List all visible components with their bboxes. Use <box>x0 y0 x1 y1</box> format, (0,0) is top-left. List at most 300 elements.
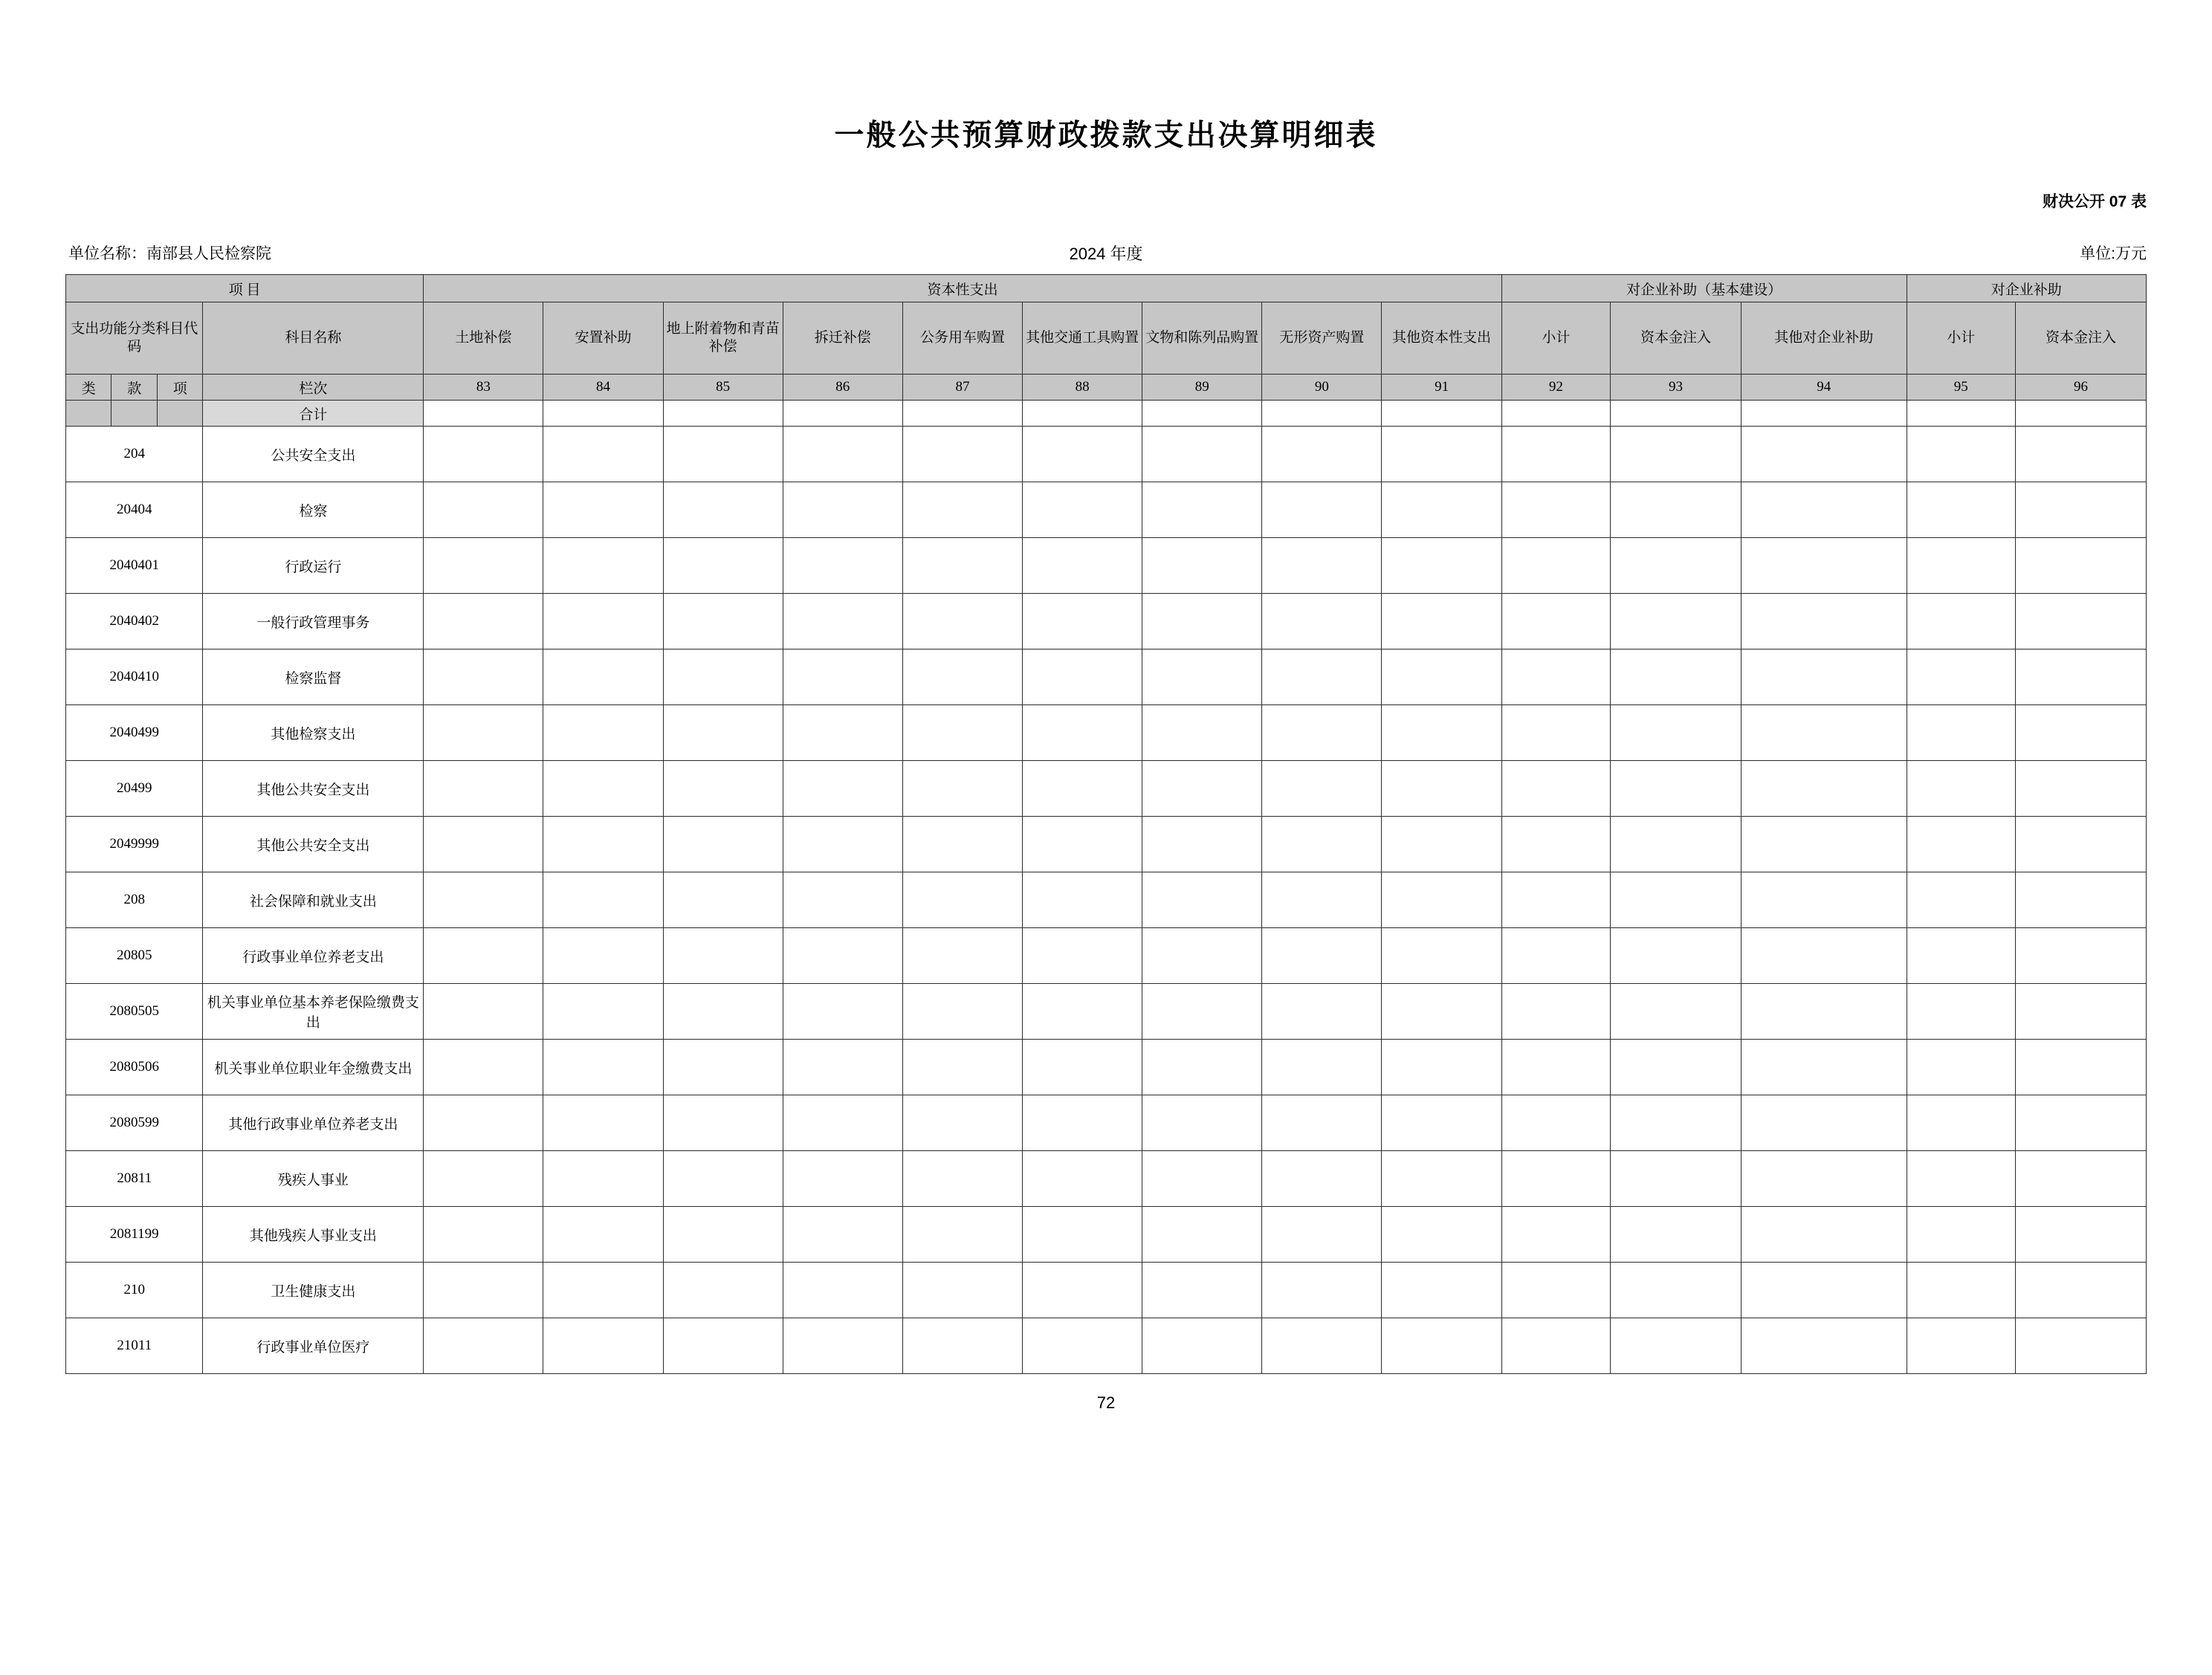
cell-91 <box>1382 872 1501 928</box>
colnum-96: 96 <box>2015 375 2146 401</box>
cell-96 <box>2015 538 2146 594</box>
cell-84 <box>543 984 663 1040</box>
row-name: 其他公共安全支出 <box>203 817 424 872</box>
cell-89 <box>1142 817 1262 872</box>
cell-96 <box>2015 928 2146 984</box>
header-col-91: 其他资本性支出 <box>1382 302 1501 375</box>
cell-88 <box>1023 984 1142 1040</box>
cell-87 <box>902 427 1022 482</box>
colnum-93: 93 <box>1610 375 1741 401</box>
row-code: 2040402 <box>66 594 203 649</box>
cell-94 <box>1741 984 1907 1040</box>
cell-85 <box>663 984 783 1040</box>
colnum-83: 83 <box>424 375 543 401</box>
header-col-90: 无形资产购置 <box>1262 302 1382 375</box>
cell-87 <box>902 538 1022 594</box>
page-title: 一般公共预算财政拨款支出决算明细表 <box>834 118 1378 152</box>
header-col-95: 小计 <box>1907 302 2015 375</box>
cell-93 <box>1610 1207 1741 1263</box>
cell-90 <box>1262 1263 1382 1318</box>
cell-92 <box>1501 817 1610 872</box>
cell-92 <box>1501 594 1610 649</box>
cell-84 <box>543 761 663 817</box>
cell-87 <box>902 1318 1022 1374</box>
header-capital-expense: 资本性支出 <box>424 275 1501 302</box>
row-code: 210 <box>66 1263 203 1318</box>
colnum-88: 88 <box>1023 375 1142 401</box>
table-row <box>66 1040 2147 1095</box>
cell-83 <box>424 872 543 928</box>
cell-92 <box>1501 1263 1610 1318</box>
cell-96 <box>2015 1151 2146 1207</box>
cell-86 <box>783 427 902 482</box>
table-row <box>66 482 2147 538</box>
cell-85 <box>663 594 783 649</box>
form-code: 财决公开 07 表 <box>2042 193 2147 210</box>
table-row <box>66 1318 2147 1374</box>
colnum-91: 91 <box>1382 375 1501 401</box>
cell-93 <box>1610 1095 1741 1151</box>
cell-92 <box>1501 482 1610 538</box>
colnum-89: 89 <box>1142 375 1262 401</box>
header-enterprise-subsidy-basic: 对企业补助（基本建设） <box>1501 275 1907 302</box>
row-name: 行政事业单位医疗 <box>203 1318 424 1374</box>
cell-87 <box>902 1151 1022 1207</box>
cell-96 <box>2015 1095 2146 1151</box>
table-row <box>66 649 2147 705</box>
cell-93 <box>1610 928 1741 984</box>
header-col-88: 其他交通工具购置 <box>1023 302 1142 375</box>
cell-95 <box>1907 872 2015 928</box>
header-col-label: 栏次 <box>203 375 424 401</box>
cell-92 <box>1501 1318 1610 1374</box>
document-page <box>0 111 2212 1675</box>
cell-86 <box>783 1207 902 1263</box>
cell-84 <box>543 928 663 984</box>
cell-83 <box>424 1318 543 1374</box>
cell-85 <box>663 872 783 928</box>
cell-84 <box>543 705 663 761</box>
cell-92 <box>1501 928 1610 984</box>
cell-89 <box>1142 594 1262 649</box>
cell-84 <box>543 482 663 538</box>
cell-87 <box>902 761 1022 817</box>
total-lei-cell <box>66 401 111 427</box>
cell-87 <box>902 872 1022 928</box>
cell-91 <box>1382 761 1501 817</box>
cell-93 <box>1610 649 1741 705</box>
cell-88 <box>1023 705 1142 761</box>
cell-89 <box>1142 1095 1262 1151</box>
cell-92 <box>1501 872 1610 928</box>
cell-87 <box>902 1263 1022 1318</box>
cell-85 <box>663 1318 783 1374</box>
cell-91 <box>1382 427 1501 482</box>
cell-87 <box>902 1095 1022 1151</box>
row-name: 公共安全支出 <box>203 427 424 482</box>
row-code: 20805 <box>66 928 203 984</box>
cell-94 <box>1741 1151 1907 1207</box>
budget-detail-table <box>65 274 2147 1374</box>
unit-of-measure: 单位:万元 <box>2080 245 2147 262</box>
cell-88 <box>1023 427 1142 482</box>
cell-83 <box>424 817 543 872</box>
total-value-94 <box>1741 401 1907 427</box>
cell-86 <box>783 705 902 761</box>
cell-86 <box>783 538 902 594</box>
cell-96 <box>2015 1263 2146 1318</box>
total-value-89 <box>1142 401 1262 427</box>
cell-84 <box>543 1207 663 1263</box>
row-code: 2049999 <box>66 817 203 872</box>
cell-85 <box>663 928 783 984</box>
cell-84 <box>543 427 663 482</box>
meta-row <box>0 242 2212 264</box>
cell-90 <box>1262 1040 1382 1095</box>
cell-95 <box>1907 1207 2015 1263</box>
cell-91 <box>1382 1318 1501 1374</box>
cell-90 <box>1262 594 1382 649</box>
cell-88 <box>1023 872 1142 928</box>
colnum-94: 94 <box>1741 375 1907 401</box>
cell-92 <box>1501 984 1610 1040</box>
cell-91 <box>1382 594 1501 649</box>
cell-83 <box>424 1263 543 1318</box>
cell-86 <box>783 1318 902 1374</box>
cell-84 <box>543 594 663 649</box>
cell-86 <box>783 1040 902 1095</box>
cell-85 <box>663 482 783 538</box>
cell-85 <box>663 427 783 482</box>
header-subject-name: 科目名称 <box>203 302 424 375</box>
cell-83 <box>424 1151 543 1207</box>
cell-96 <box>2015 427 2146 482</box>
header-col-85: 地上附着物和青苗补偿 <box>663 302 783 375</box>
cell-87 <box>902 482 1022 538</box>
cell-91 <box>1382 1207 1501 1263</box>
unit-name: 单位名称：南部县人民检察院 <box>68 245 271 262</box>
table-row <box>66 1263 2147 1318</box>
cell-93 <box>1610 594 1741 649</box>
cell-86 <box>783 649 902 705</box>
cell-94 <box>1741 649 1907 705</box>
row-code: 21011 <box>66 1318 203 1374</box>
row-name: 其他行政事业单位养老支出 <box>203 1095 424 1151</box>
cell-95 <box>1907 482 2015 538</box>
cell-83 <box>424 649 543 705</box>
cell-92 <box>1501 1207 1610 1263</box>
cell-91 <box>1382 538 1501 594</box>
cell-90 <box>1262 1151 1382 1207</box>
cell-88 <box>1023 1040 1142 1095</box>
cell-96 <box>2015 1040 2146 1095</box>
cell-94 <box>1741 594 1907 649</box>
cell-89 <box>1142 1263 1262 1318</box>
cell-94 <box>1741 482 1907 538</box>
total-value-92 <box>1501 401 1610 427</box>
row-code: 2040499 <box>66 705 203 761</box>
cell-94 <box>1741 1040 1907 1095</box>
cell-89 <box>1142 1207 1262 1263</box>
total-value-96 <box>2015 401 2146 427</box>
header-col-86: 拆迁补偿 <box>783 302 902 375</box>
cell-93 <box>1610 1318 1741 1374</box>
cell-89 <box>1142 872 1262 928</box>
cell-84 <box>543 1040 663 1095</box>
cell-85 <box>663 1207 783 1263</box>
cell-87 <box>902 817 1022 872</box>
cell-92 <box>1501 761 1610 817</box>
total-value-91 <box>1382 401 1501 427</box>
cell-89 <box>1142 538 1262 594</box>
cell-88 <box>1023 817 1142 872</box>
cell-86 <box>783 482 902 538</box>
cell-85 <box>663 538 783 594</box>
table-row <box>66 538 2147 594</box>
table-header-column-numbers <box>66 375 2147 401</box>
cell-94 <box>1741 817 1907 872</box>
cell-92 <box>1501 649 1610 705</box>
cell-91 <box>1382 1263 1501 1318</box>
header-col-92: 小计 <box>1501 302 1610 375</box>
header-item-group: 项 目 <box>66 275 424 302</box>
cell-88 <box>1023 1151 1142 1207</box>
table-row <box>66 705 2147 761</box>
header-func-code: 支出功能分类科目代码 <box>66 302 203 375</box>
header-col-84: 安置补助 <box>543 302 663 375</box>
cell-85 <box>663 1151 783 1207</box>
cell-96 <box>2015 594 2146 649</box>
header-col-83: 土地补偿 <box>424 302 543 375</box>
cell-93 <box>1610 1151 1741 1207</box>
cell-91 <box>1382 1095 1501 1151</box>
cell-96 <box>2015 817 2146 872</box>
row-name: 其他残疾人事业支出 <box>203 1207 424 1263</box>
cell-83 <box>424 984 543 1040</box>
colnum-84: 84 <box>543 375 663 401</box>
row-name: 机关事业单位职业年金缴费支出 <box>203 1040 424 1095</box>
cell-90 <box>1262 928 1382 984</box>
colnum-87: 87 <box>902 375 1022 401</box>
cell-94 <box>1741 1318 1907 1374</box>
total-value-87 <box>902 401 1022 427</box>
cell-88 <box>1023 538 1142 594</box>
cell-83 <box>424 1207 543 1263</box>
cell-94 <box>1741 928 1907 984</box>
cell-93 <box>1610 761 1741 817</box>
total-value-90 <box>1262 401 1382 427</box>
cell-83 <box>424 1040 543 1095</box>
cell-95 <box>1907 1263 2015 1318</box>
fiscal-year: 2024 年度 <box>1069 244 1143 263</box>
cell-90 <box>1262 761 1382 817</box>
cell-87 <box>902 705 1022 761</box>
cell-93 <box>1610 482 1741 538</box>
cell-83 <box>424 928 543 984</box>
table-row <box>66 817 2147 872</box>
row-name: 机关事业单位基本养老保险缴费支出 <box>203 984 424 1040</box>
total-xiang-cell <box>157 401 202 427</box>
cell-93 <box>1610 705 1741 761</box>
cell-88 <box>1023 1318 1142 1374</box>
row-name: 行政运行 <box>203 538 424 594</box>
cell-83 <box>424 594 543 649</box>
total-value-95 <box>1907 401 2015 427</box>
row-code: 2080599 <box>66 1095 203 1151</box>
cell-89 <box>1142 761 1262 817</box>
cell-93 <box>1610 984 1741 1040</box>
header-col-89: 文物和陈列品购置 <box>1142 302 1262 375</box>
cell-91 <box>1382 928 1501 984</box>
cell-91 <box>1382 1151 1501 1207</box>
cell-95 <box>1907 1095 2015 1151</box>
cell-94 <box>1741 538 1907 594</box>
table-header-column-names <box>66 302 2147 375</box>
cell-87 <box>902 1207 1022 1263</box>
table-header-group-row <box>66 275 2147 302</box>
cell-83 <box>424 1095 543 1151</box>
cell-96 <box>2015 1207 2146 1263</box>
cell-89 <box>1142 427 1262 482</box>
table-row <box>66 1207 2147 1263</box>
cell-90 <box>1262 1095 1382 1151</box>
cell-91 <box>1382 482 1501 538</box>
cell-87 <box>902 649 1022 705</box>
cell-94 <box>1741 872 1907 928</box>
table-row <box>66 1151 2147 1207</box>
cell-84 <box>543 649 663 705</box>
total-value-88 <box>1023 401 1142 427</box>
cell-87 <box>902 1040 1022 1095</box>
cell-90 <box>1262 482 1382 538</box>
cell-95 <box>1907 1151 2015 1207</box>
row-name: 其他检察支出 <box>203 705 424 761</box>
cell-93 <box>1610 817 1741 872</box>
cell-91 <box>1382 649 1501 705</box>
cell-94 <box>1741 705 1907 761</box>
cell-94 <box>1741 761 1907 817</box>
table-row <box>66 984 2147 1040</box>
page-number: 72 <box>1096 1393 1116 1412</box>
row-code: 2080505 <box>66 984 203 1040</box>
cell-83 <box>424 538 543 594</box>
header-enterprise-subsidy: 对企业补助 <box>1907 275 2146 302</box>
table-row <box>66 1095 2147 1151</box>
cell-96 <box>2015 872 2146 928</box>
total-value-85 <box>663 401 783 427</box>
cell-84 <box>543 538 663 594</box>
cell-86 <box>783 594 902 649</box>
cell-90 <box>1262 427 1382 482</box>
cell-95 <box>1907 1040 2015 1095</box>
cell-86 <box>783 984 902 1040</box>
cell-85 <box>663 1040 783 1095</box>
cell-93 <box>1610 1040 1741 1095</box>
row-code: 20499 <box>66 761 203 817</box>
row-name: 检察 <box>203 482 424 538</box>
cell-90 <box>1262 984 1382 1040</box>
cell-90 <box>1262 1318 1382 1374</box>
cell-88 <box>1023 1207 1142 1263</box>
row-name: 社会保障和就业支出 <box>203 872 424 928</box>
header-col-93: 资本金注入 <box>1610 302 1741 375</box>
cell-92 <box>1501 1040 1610 1095</box>
row-code: 20811 <box>66 1151 203 1207</box>
colnum-86: 86 <box>783 375 902 401</box>
cell-89 <box>1142 482 1262 538</box>
header-lei: 类 <box>66 375 111 401</box>
cell-92 <box>1501 1095 1610 1151</box>
cell-89 <box>1142 928 1262 984</box>
total-value-86 <box>783 401 902 427</box>
cell-83 <box>424 705 543 761</box>
cell-90 <box>1262 705 1382 761</box>
cell-85 <box>663 1095 783 1151</box>
row-name: 残疾人事业 <box>203 1151 424 1207</box>
row-code: 204 <box>66 427 203 482</box>
colnum-92: 92 <box>1501 375 1610 401</box>
header-xiang: 项 <box>157 375 202 401</box>
header-col-96: 资本金注入 <box>2015 302 2146 375</box>
cell-85 <box>663 705 783 761</box>
cell-91 <box>1382 817 1501 872</box>
header-kuan: 款 <box>111 375 157 401</box>
cell-96 <box>2015 984 2146 1040</box>
cell-92 <box>1501 1151 1610 1207</box>
cell-88 <box>1023 928 1142 984</box>
cell-90 <box>1262 649 1382 705</box>
cell-96 <box>2015 1318 2146 1374</box>
cell-88 <box>1023 761 1142 817</box>
row-name: 检察监督 <box>203 649 424 705</box>
cell-83 <box>424 427 543 482</box>
cell-86 <box>783 761 902 817</box>
table-row <box>66 594 2147 649</box>
cell-84 <box>543 872 663 928</box>
cell-88 <box>1023 649 1142 705</box>
cell-86 <box>783 1095 902 1151</box>
row-name: 行政事业单位养老支出 <box>203 928 424 984</box>
cell-94 <box>1741 1263 1907 1318</box>
row-name: 卫生健康支出 <box>203 1263 424 1318</box>
cell-95 <box>1907 538 2015 594</box>
cell-95 <box>1907 1318 2015 1374</box>
cell-93 <box>1610 1263 1741 1318</box>
cell-87 <box>902 984 1022 1040</box>
table-row <box>66 928 2147 984</box>
cell-96 <box>2015 649 2146 705</box>
cell-90 <box>1262 872 1382 928</box>
cell-84 <box>543 817 663 872</box>
cell-92 <box>1501 705 1610 761</box>
row-code: 2040410 <box>66 649 203 705</box>
cell-89 <box>1142 649 1262 705</box>
row-code: 2080506 <box>66 1040 203 1095</box>
cell-86 <box>783 817 902 872</box>
cell-92 <box>1501 538 1610 594</box>
cell-91 <box>1382 984 1501 1040</box>
table-row-total <box>66 401 2147 427</box>
cell-96 <box>2015 705 2146 761</box>
header-col-94: 其他对企业补助 <box>1741 302 1907 375</box>
colnum-95: 95 <box>1907 375 2015 401</box>
cell-94 <box>1741 1207 1907 1263</box>
cell-91 <box>1382 705 1501 761</box>
cell-95 <box>1907 594 2015 649</box>
cell-87 <box>902 594 1022 649</box>
colnum-85: 85 <box>663 375 783 401</box>
cell-95 <box>1907 984 2015 1040</box>
